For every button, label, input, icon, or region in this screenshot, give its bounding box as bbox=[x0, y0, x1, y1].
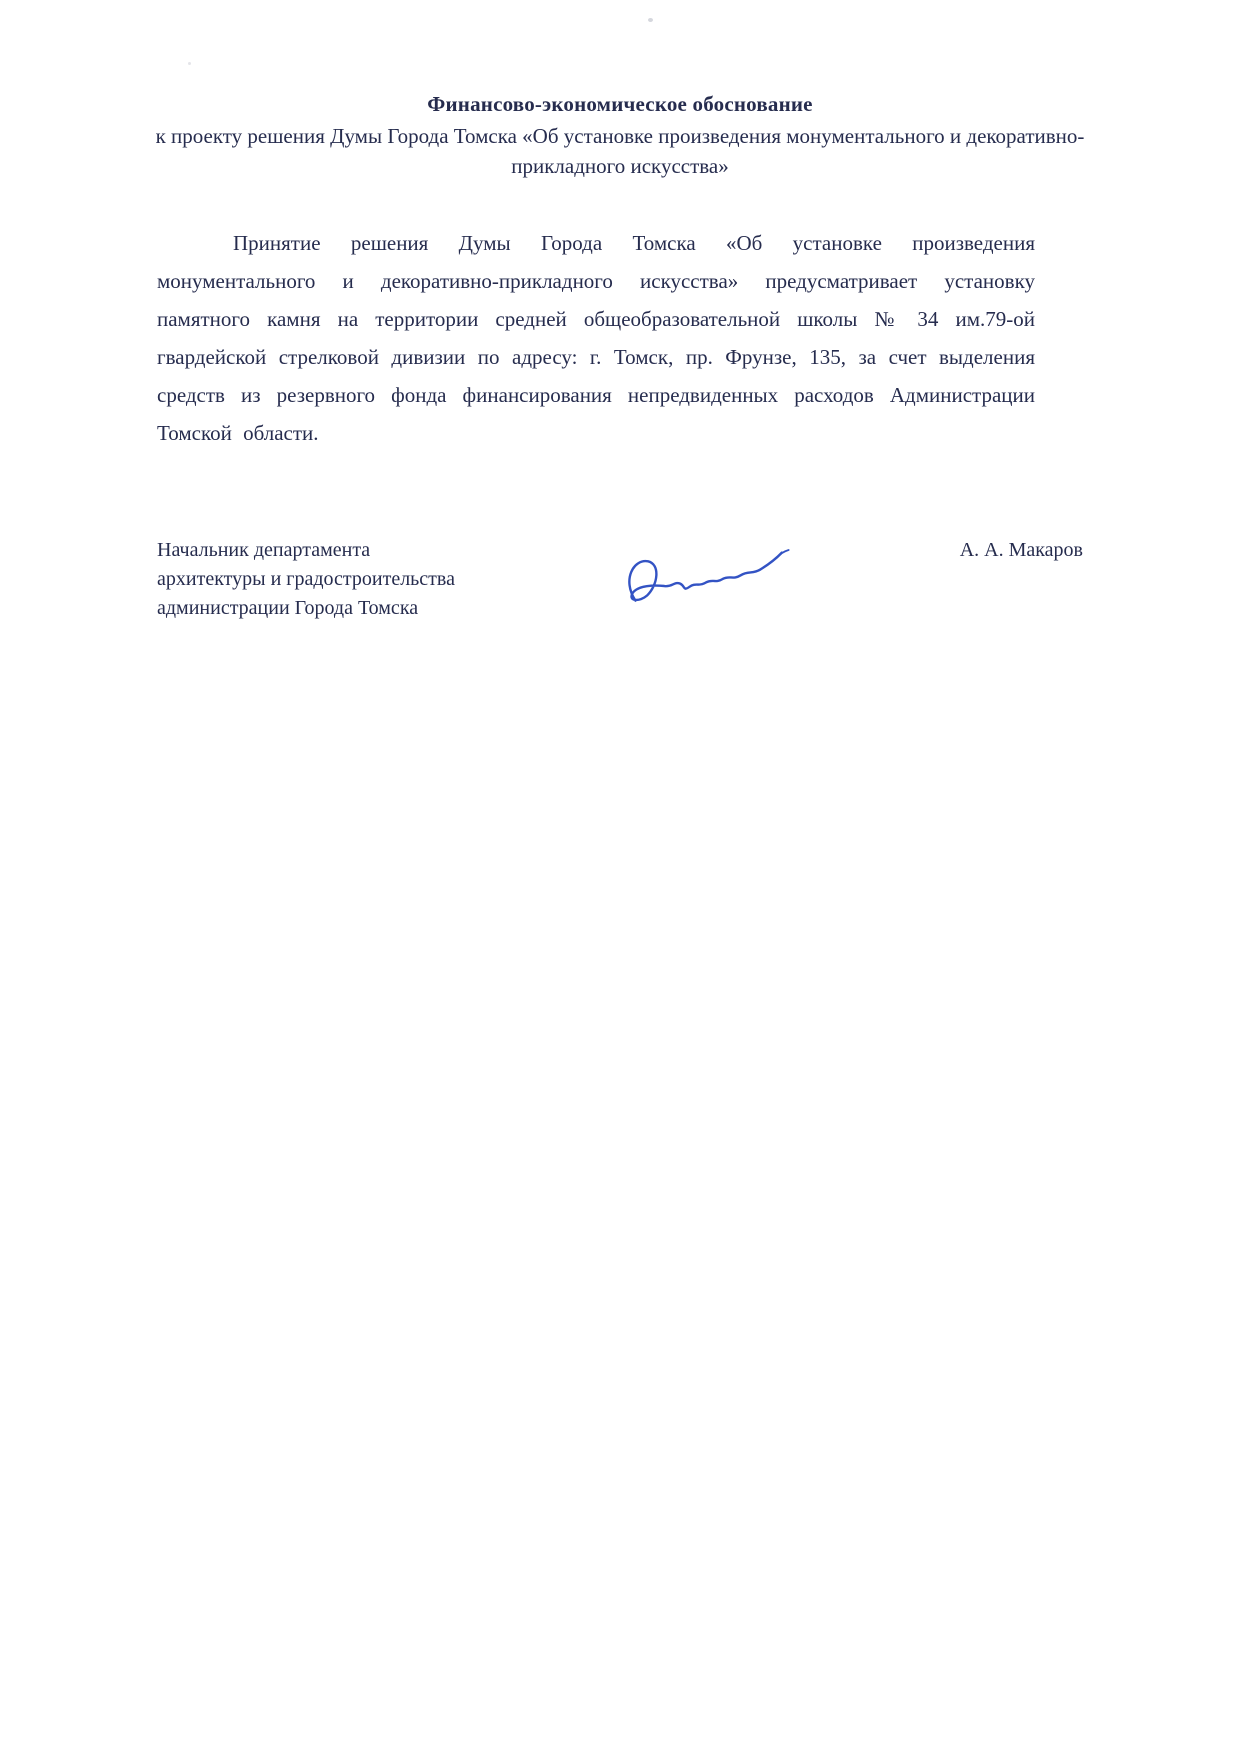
signature-position-line: Начальник департамента bbox=[157, 538, 371, 561]
signature-position-line: администрации Города Томска bbox=[157, 596, 419, 619]
signatory-name: А. А. Макаров bbox=[959, 538, 1083, 561]
document-subtitle: к проекту решения Думы Города Томска «Об установке произведения монументального и декоративно-прикладного искусства» bbox=[155, 124, 1085, 179]
body-block bbox=[0, 224, 1240, 452]
signature-block bbox=[0, 536, 1240, 623]
signature-position-line: архитектуры и градостроительства bbox=[157, 567, 455, 590]
document-title: Финансово-экономическое обоснование bbox=[427, 92, 813, 116]
scan-artifact bbox=[188, 62, 191, 65]
signature-position-title bbox=[157, 536, 517, 623]
title-block bbox=[130, 0, 1110, 182]
scan-artifact bbox=[648, 18, 653, 22]
handwritten-signature bbox=[607, 537, 812, 623]
body-paragraph: Принятие решения Думы Города Томска «Об установке произведения монументального и декоративно-прикладного искусства» предусматривает установку памятного камня на территории средней общеобразовательной школы № 34 им.79-ой гвардейской стрелковой дивизии по адресу: г. Томск, пр. Фрунзе, 135, за счет выделения средств из резервного фонда финансирования непредвиденных расходов Администрации Томской области. bbox=[157, 230, 1035, 445]
